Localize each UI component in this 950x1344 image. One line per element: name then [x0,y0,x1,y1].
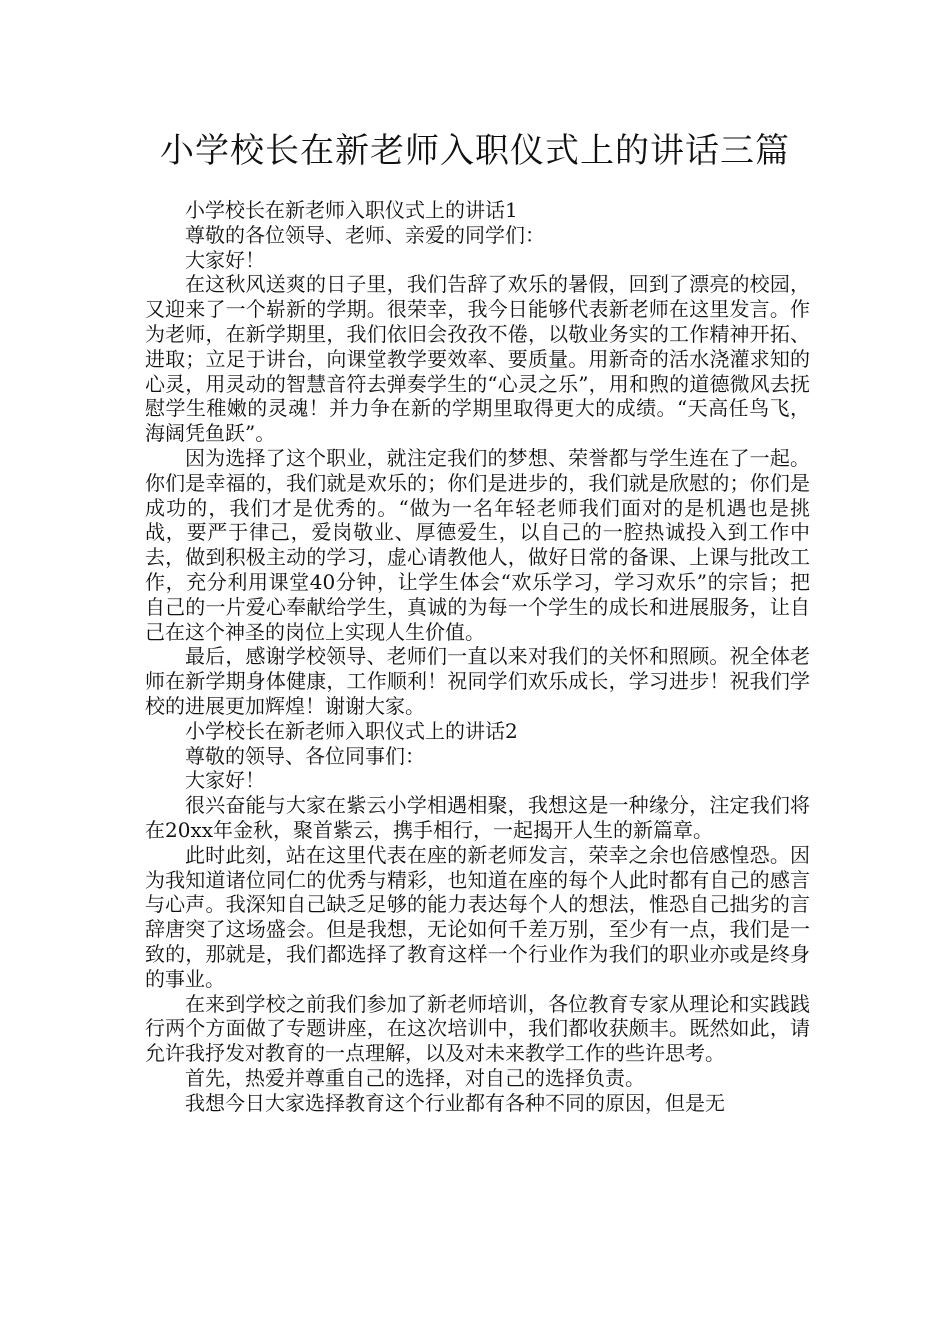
body-paragraph: 首先，热爱并尊重自己的选择，对自己的选择负责。 [185,1065,645,1090]
speech-1-salutation: 尊敬的各位领导、老师、亲爱的同学们： [185,222,545,247]
speech-1-heading: 小学校长在新老师入职仪式上的讲话1 [185,198,518,222]
speech-2-greeting: 大家好！ [185,768,265,793]
body-paragraph: 我想今日大家选择教育这个行业都有各种不同的原因，但是无 [185,1090,725,1115]
body-paragraph: 最后，感谢学校领导、老师们一直以来对我们的关怀和照顾。祝全体老师在新学期身体健康，工作顺利！祝同学们欢乐成长，学习进步！祝我们学校的进展更加辉煌！谢谢大家。 [145,644,810,718]
body-paragraph: 在来到学校之前我们参加了新老师培训，各位教育专家从理论和实践践行两个方面做了专题讲座，在这次培训中，我们都收获颇丰。既然如此，请允许我抒发对教育的一点理解，以及对未来教学工作的些许思考。 [145,991,810,1066]
body-paragraph: 此时此刻，站在这里代表在座的新老师发言，荣幸之余也倍感惶恐。因为我知道诸位同仁的优秀与精彩，也知道在座的每个人此时都有自己的感言与心声。我深知自己缺乏足够的能力表达每个人的想法，惟恐自己拙劣的言辞唐突了这场盛会。但是我想，无论如何千差万别，至少有一点，我们是一致的，那就是，我们都选择了教育这样一个行业作为我们的职业亦或是终身的事业。 [145,842,810,991]
speech-2-salutation: 尊敬的领导、各位同事们： [185,743,425,768]
body-paragraph: 在这秋风送爽的日子里，我们告辞了欢乐的暑假，回到了漂亮的校园，又迎来了一个崭新的学期。很荣幸，我今日能够代表新老师在这里发言。作为老师，在新学期里，我们依旧会孜孜不倦，以敬业务实的工作精神开拓、进取；立足于讲台，向课堂教学要效率、要质量。用新奇的活水浇灌求知的心灵，用灵动的智慧音符去弹奏学生的“心灵之乐”，用和煦的道德微风去抚慰学生稚嫩的灵魂！并力争在新的学期里取得更大的成绩。“天高任鸟飞，海阔凭鱼跃”。 [145,272,810,446]
speech-1-greeting: 大家好！ [185,247,265,272]
body-paragraph: 很兴奋能与大家在紫云小学相遇相聚，我想这是一种缘分，注定我们将在20xx年金秋，聚首紫云，携手相行，一起揭开人生的新篇章。 [145,793,810,842]
body-paragraph: 因为选择了这个职业，就注定我们的梦想、荣誉都与学生连在了一起。你们是幸福的，我们就是欢乐的；你们是进步的，我们就是欣慰的；你们是成功的，我们才是优秀的。“做为一名年轻老师我们面对的是机遇也是挑战，要严于律己，爱岗敬业、厚德爱生，以自己的一腔热诚投入到工作中去，做到积极主动的学习，虚心请教他人，做好日常的备课、上课与批改工作，充分利用课堂40分钟，让学生体会“欢乐学习，学习欢乐”的宗旨；把自己的一片爱心奉献给学生，真诚的为每一个学生的成长和进展服务，让自己在这个神圣的岗位上实现人生价值。 [145,445,810,644]
speech-2-heading: 小学校长在新老师入职仪式上的讲话2 [185,718,518,743]
document-body [145,198,810,1115]
document-title: 小学校长在新老师入职仪式上的讲话三篇 [160,131,790,171]
